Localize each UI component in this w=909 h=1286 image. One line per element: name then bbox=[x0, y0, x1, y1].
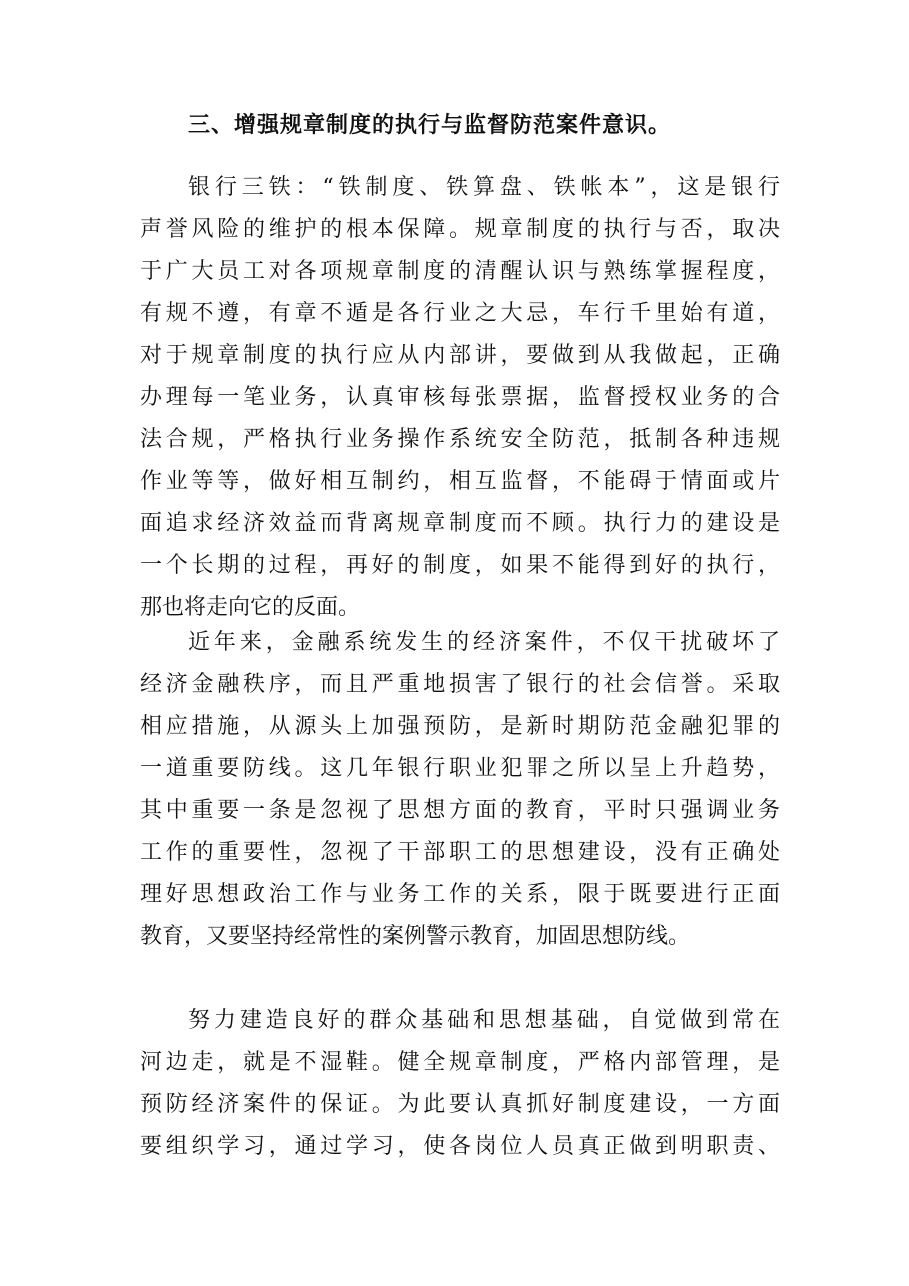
paragraph-line: 法合规，严格执行业务操作系统安全防范，抵制各种违规 bbox=[140, 427, 780, 452]
paragraph-line: 相应措施，从源头上加强预防，是新时期防范金融犯罪的 bbox=[140, 714, 780, 739]
paragraph-line: 教育，又要坚持经常性的案例警示教育，加固思想防线。 bbox=[140, 924, 691, 949]
paragraph-line: 那也将走向它的反面。 bbox=[140, 595, 361, 620]
paragraph-recent-years bbox=[140, 622, 780, 958]
paragraph-line: 河边走，就是不湿鞋。健全规章制度，严格内部管理，是 bbox=[140, 1050, 780, 1075]
paragraph-line: 近年来，金融系统发生的经济案件，不仅干扰破坏了 bbox=[188, 630, 780, 655]
paragraph-line: 银行三铁：“铁制度、铁算盘、铁帐本”，这是银行 bbox=[188, 175, 780, 200]
paragraph-line: 声誉风险的维护的根本保障。规章制度的执行与否，取决 bbox=[140, 217, 780, 242]
paragraph-line: 办理每一笔业务，认真审核每张票据，监督授权业务的合 bbox=[140, 385, 780, 410]
paragraph-line: 一道重要防线。这几年银行职业犯罪之所以呈上升趋势， bbox=[140, 756, 780, 781]
paragraph-line: 于广大员工对各项规章制度的清醒认识与熟练掌握程度， bbox=[140, 259, 780, 284]
paragraph-line: 对于规章制度的执行应从内部讲，要做到从我做起，正确 bbox=[140, 343, 780, 368]
section-heading: 三、增强规章制度的执行与监督防范案件意识。 bbox=[188, 113, 672, 138]
paragraph-line: 面追求经济效益而背离规章制度而不顾。执行力的建设是 bbox=[140, 511, 780, 536]
paragraph-line: 其中重要一条是忽视了思想方面的教育，平时只强调业务 bbox=[140, 798, 780, 823]
paragraph-line: 预防经济案件的保证。为此要认真抓好制度建设，一方面 bbox=[140, 1092, 780, 1117]
paragraph-line: 作业等等，做好相互制约，相互监督，不能碍于情面或片 bbox=[140, 469, 780, 494]
paragraph-line: 理好思想政治工作与业务工作的关系，限于既要进行正面 bbox=[140, 882, 780, 907]
paragraph-line: 工作的重要性，忽视了干部职工的思想建设，没有正确处 bbox=[140, 840, 780, 865]
paragraph-build-foundation bbox=[140, 1000, 780, 1168]
paragraph-line: 一个长期的过程，再好的制度，如果不能得到好的执行， bbox=[140, 553, 780, 578]
paragraph-line: 努力建造良好的群众基础和思想基础，自觉做到常在 bbox=[188, 1008, 780, 1033]
paragraph-bank-three-iron bbox=[140, 167, 780, 629]
paragraph-line: 有规不遵，有章不遁是各行业之大忌，车行千里始有道， bbox=[140, 301, 780, 326]
paragraph-line: 经济金融秩序，而且严重地损害了银行的社会信誉。采取 bbox=[140, 672, 780, 697]
paragraph-line: 要组织学习，通过学习，使各岗位人员真正做到明职责、 bbox=[140, 1134, 780, 1159]
